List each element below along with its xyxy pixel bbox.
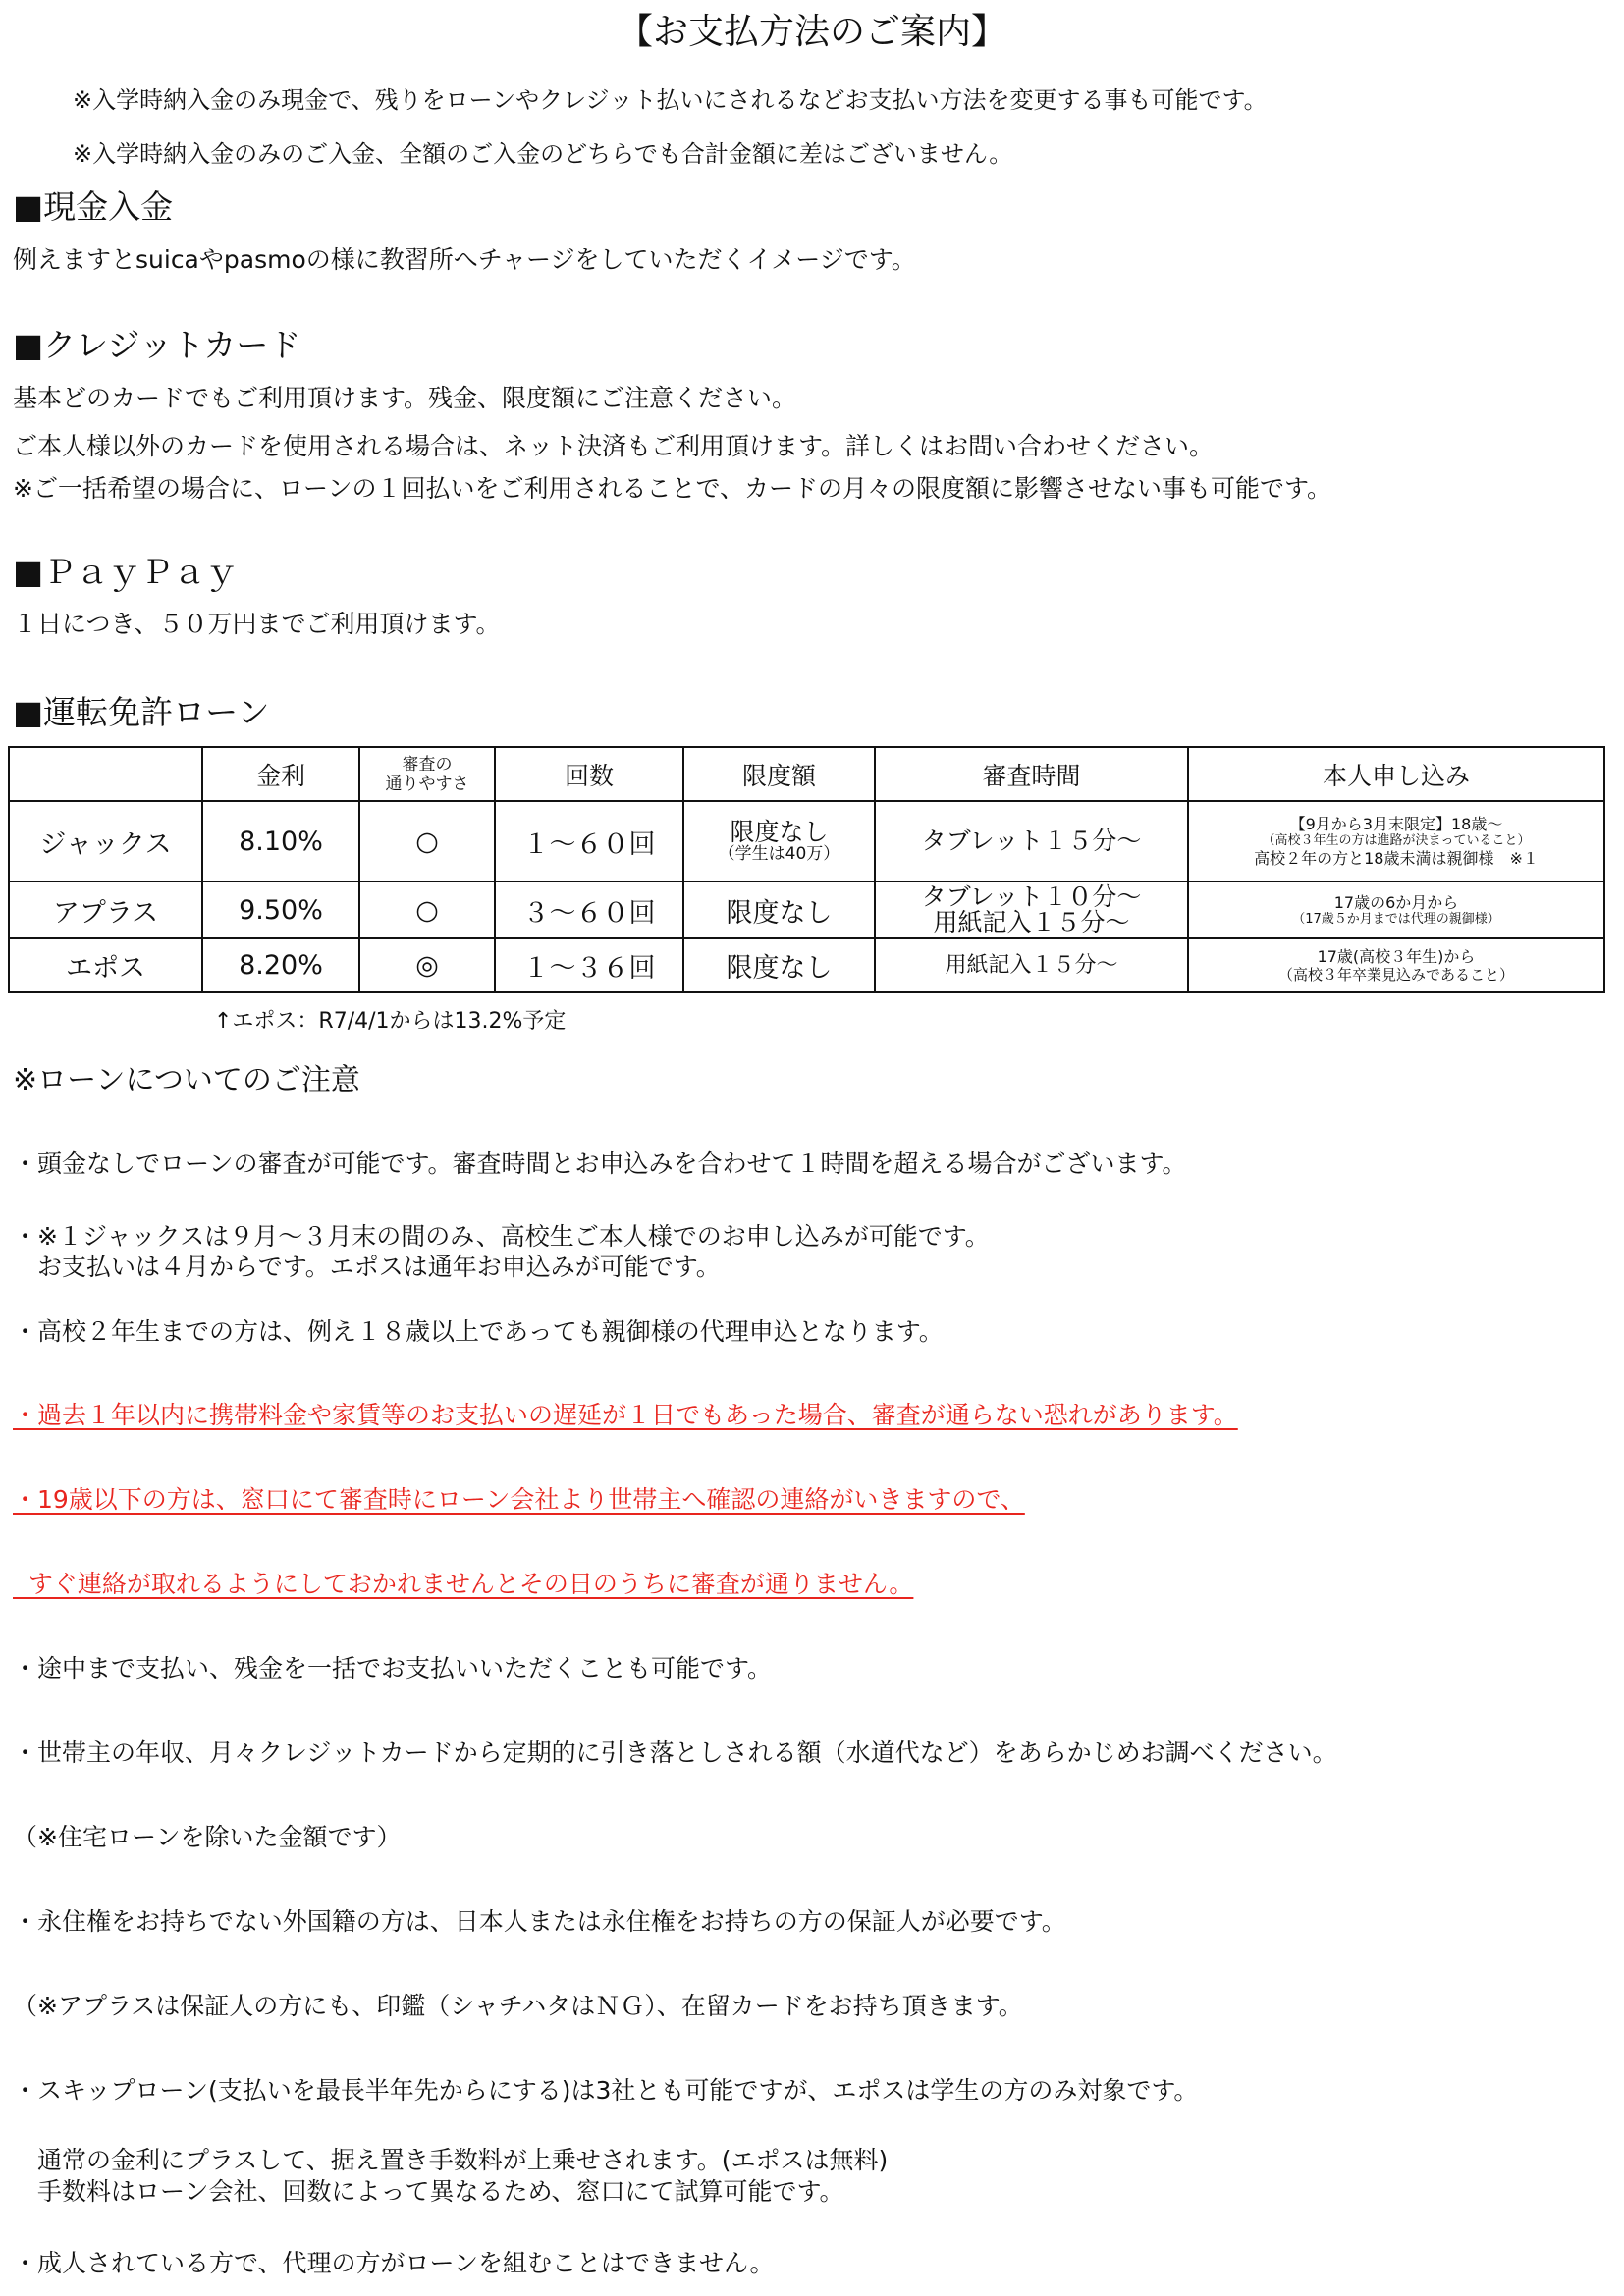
- caution-warning-contact: すぐ連絡が取れるようにしておかれませんとその日のうちに審査が通りません。: [13, 1570, 914, 1598]
- row-ease: ○: [359, 881, 495, 938]
- cash-heading: ■現金入金: [13, 187, 174, 226]
- header-rate: 金利: [202, 747, 359, 801]
- row-limit: [683, 801, 875, 881]
- row-apply-line2: （17歳５か月までは代理の親御様）: [1292, 911, 1500, 927]
- caution-warning-age: ・19歳以下の方は、窓口にて審査時にローン会社より世帯主へ確認の連絡がいきますので、: [13, 1485, 1025, 1514]
- row-limit: 限度なし: [683, 938, 875, 992]
- header-review: 審査時間: [875, 747, 1188, 801]
- row-limit: 限度なし: [683, 881, 875, 938]
- intro-note-1: ※入学時納入金のみ現金で、残りをローンやクレジット払いにされるなどお支払い方法を変更する事も可能です。: [73, 86, 1268, 114]
- loan-footnote: ↑エポス：R7/4/1からは13.2%予定: [214, 1009, 567, 1034]
- row-apply-line1: 【9月から3月末限定】18歳～: [1289, 815, 1503, 833]
- credit-heading: ■クレジットカード: [13, 326, 301, 364]
- table-row-aplus: [9, 881, 1604, 938]
- caution-warning-delay: ・過去１年以内に携帯料金や家賃等のお支払いの遅延が１日でもあった場合、審査が通らない恐れがあります。: [13, 1401, 1238, 1429]
- caution-item: 手数料はローン会社、回数によって異なるため、窓口にて試算可能です。: [13, 2177, 844, 2206]
- loan-heading: ■運転免許ローン: [13, 693, 270, 731]
- caution-item: （※アプラスは保証人の方にも、印鑑（シャチハタはＮＧ）、在留カードをお持ち頂きます。: [13, 1992, 1023, 2020]
- row-name: ジャックス: [9, 801, 202, 881]
- row-limit-sub: （学生は40万）: [718, 844, 840, 864]
- row-review-line1: タブレット１０分～: [921, 882, 1142, 911]
- header-ease: [359, 747, 495, 801]
- row-apply-line2: （高校３年卒業見込みであること）: [1277, 965, 1514, 984]
- caution-item: お支払いは４月からです。エポスは通年お申込みが可能です。: [13, 1253, 721, 1281]
- loan-comparison-table: [8, 746, 1605, 993]
- row-apply: [1188, 881, 1604, 938]
- row-apply: [1188, 938, 1604, 992]
- row-ease: ◎: [359, 938, 495, 992]
- cautions-heading: ※ローンについてのご注意: [13, 1063, 360, 1097]
- row-times: ３～６０回: [495, 881, 683, 938]
- row-name: アプラス: [9, 881, 202, 938]
- caution-item: ・世帯主の年収、月々クレジットカードから定期的に引き落としされる額（水道代など）をあらかじめお調べください。: [13, 1738, 1337, 1767]
- credit-line-1: 基本どのカードでもご利用頂けます。残金、限度額にご注意ください。: [13, 384, 797, 412]
- credit-line-3: ※ご一括希望の場合に、ローンの１回払いをご利用されることで、カードの月々の限度額に影響させない事も可能です。: [13, 474, 1331, 503]
- table-row-epos: [9, 938, 1604, 992]
- caution-item: ・頭金なしでローンの審査が可能です。審査時間とお申込みを合わせて１時間を超える場合がございます。: [13, 1149, 1187, 1178]
- header-times: 回数: [495, 747, 683, 801]
- caution-item: ・成人されている方で、代理の方がローンを組むことはできません。: [13, 2249, 775, 2277]
- paypay-text: １日につき、５０万円までご利用頂けます。: [13, 610, 501, 638]
- row-apply-line1: 17歳(高校３年生)から: [1317, 946, 1476, 966]
- page-title: 【お支払方法のご案内】: [617, 12, 1006, 52]
- header-ease-line1: 審査の: [402, 754, 453, 774]
- row-review: タブレット１５分～: [875, 801, 1188, 881]
- row-review: 用紙記入１５分～: [875, 938, 1188, 992]
- header-blank: [9, 747, 202, 801]
- row-times: １～３６回: [495, 938, 683, 992]
- row-apply: [1188, 801, 1604, 881]
- caution-item: ・※１ジャックスは９月～３月末の間のみ、高校生ご本人様でのお申し込みが可能です。: [13, 1222, 990, 1251]
- header-ease-line2: 通りやすさ: [385, 774, 469, 794]
- caution-item: ・スキップローン(支払いを最長半年先からにする)は3社とも可能ですが、エポスは学生の方のみ対象です。: [13, 2076, 1199, 2105]
- header-apply: 本人申し込み: [1188, 747, 1604, 801]
- table-header-row: [9, 747, 1604, 801]
- row-apply-line3: 高校２年の方と18歳未満は親御様 ※１: [1254, 849, 1539, 868]
- caution-item: （※住宅ローンを除いた金額です）: [13, 1823, 402, 1851]
- cash-text: 例えますとsuicaやpasmoの様に教習所へチャージをしていただくイメージです。: [13, 245, 916, 274]
- row-apply-line1: 17歳の6か月から: [1333, 892, 1459, 912]
- row-rate: 8.20%: [202, 938, 359, 992]
- row-review-line2: 用紙記入１５分～: [933, 908, 1130, 936]
- caution-item: ・高校２年生までの方は、例え１８歳以上であっても親御様の代理申込となります。: [13, 1317, 944, 1346]
- row-name: エポス: [9, 938, 202, 992]
- row-review: [875, 881, 1188, 938]
- row-rate: 8.10%: [202, 801, 359, 881]
- row-limit-main: 限度なし: [730, 818, 829, 846]
- paypay-heading: ■ＰａｙＰａｙ: [13, 553, 239, 591]
- caution-item: ・途中まで支払い、残金を一括でお支払いいただくことも可能です。: [13, 1654, 773, 1682]
- credit-line-2: ご本人様以外のカードを使用される場合は、ネット決済もご利用頂けます。詳しくはお問い合わせください。: [13, 432, 1215, 460]
- row-ease: ○: [359, 801, 495, 881]
- table-row-jaccs: [9, 801, 1604, 881]
- row-apply-line2: （高校３年生の方は進路が決まっていること）: [1262, 833, 1531, 848]
- row-rate: 9.50%: [202, 881, 359, 938]
- header-limit: 限度額: [683, 747, 875, 801]
- intro-note-2: ※入学時納入金のみのご入金、全額のご入金のどちらでも合計金額に差はございません。: [73, 140, 1013, 168]
- caution-item: ・永住権をお持ちでない外国籍の方は、日本人または永住権をお持ちの方の保証人が必要です。: [13, 1907, 1066, 1936]
- row-times: １～６０回: [495, 801, 683, 881]
- caution-item: 通常の金利にプラスして、据え置き手数料が上乗せされます。(エポスは無料): [13, 2146, 889, 2174]
